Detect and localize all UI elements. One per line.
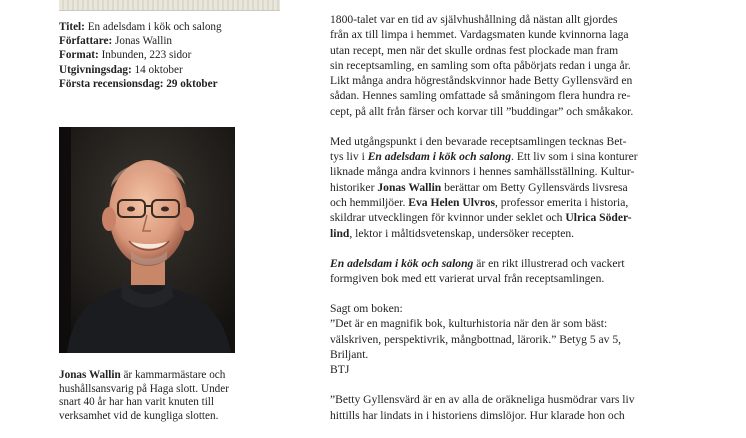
meta-release-date: Utgivningsdag: 14 oktober xyxy=(59,63,183,76)
author-name: Jonas Wallin xyxy=(59,369,121,381)
press-release-body xyxy=(330,12,690,438)
author-portrait-image xyxy=(59,127,235,353)
paragraph-book-description: Med utgångspunkt i den bevarade receptsamlingen tecknas Bet- tys liv i En adelsdam i kök och salong. Ett liv som i sina konturer liknade många andra kvinnors i hennes samhällsställning. Kultur- historiker Jonas Wallin berättar om Betty Gyllensvärds livsresa och hemmiljöer. Eva Helen Ulvros, professor emerita i historia, skildrar utvecklingen för kvinnor under seklet och Ulrica Söder- lind, lektor i måltidsvetenskap, undersöker recepten. xyxy=(330,134,638,240)
book-metadata xyxy=(59,20,289,91)
paragraph-intro: 1800-talet var en tid av självhushållning då nästan allt gjordes från ax till limpa i hemmet. Vardagsmaten kunde kvinnorna laga utan recept, men när det skulle ordnas fest plockade man fram sin receptsamling, en samling som ofta påbörjats redan i unga år. Likt många andra högreståndskvinnor hade Betty Gyllensvärd en sådan. Hennes samling omfattade så småningom flera hundra re- cept, på allt från färser och korvar till ”buddingar” och småkakor. xyxy=(330,13,634,118)
meta-format: Format: Inbunden, 223 sidor xyxy=(59,49,192,62)
author-portrait xyxy=(59,127,235,353)
meta-title: Titel: En adelsdam i kök och salong xyxy=(59,21,222,33)
paragraph-summary: En adelsdam i kök och salong är en rikt illustrerad och vackert formgiven bok med ett varierat urval från receptsamlingen. xyxy=(330,256,625,286)
paragraph-review-quote: Sagt om boken: ”Det är en magnifik bok, kulturhistoria när den är som bäst: välskriven, perspektivrik, mångbottnad, lärorik.” Betyg 5 av 5, Briljant. BTJ xyxy=(330,302,622,377)
author-bio: Jonas Wallin är kammarmästare och hushållsansvarig på Haga slott. Under snart 40 år har han varit knuten till verksamhet vid de kungliga slotten. xyxy=(59,369,229,422)
paragraph-second-quote: ”Betty Gyllensvärd är en av alla de oräkneliga husmödrar vars liv hittills har lindats in i historiens dimslöjor. Hur klarade hon och xyxy=(330,393,635,422)
meta-review-date: Första recensionsdag: 29 oktober xyxy=(59,77,218,90)
meta-author: Författare: Jonas Wallin xyxy=(59,35,173,48)
book-cover-edge xyxy=(59,0,280,11)
